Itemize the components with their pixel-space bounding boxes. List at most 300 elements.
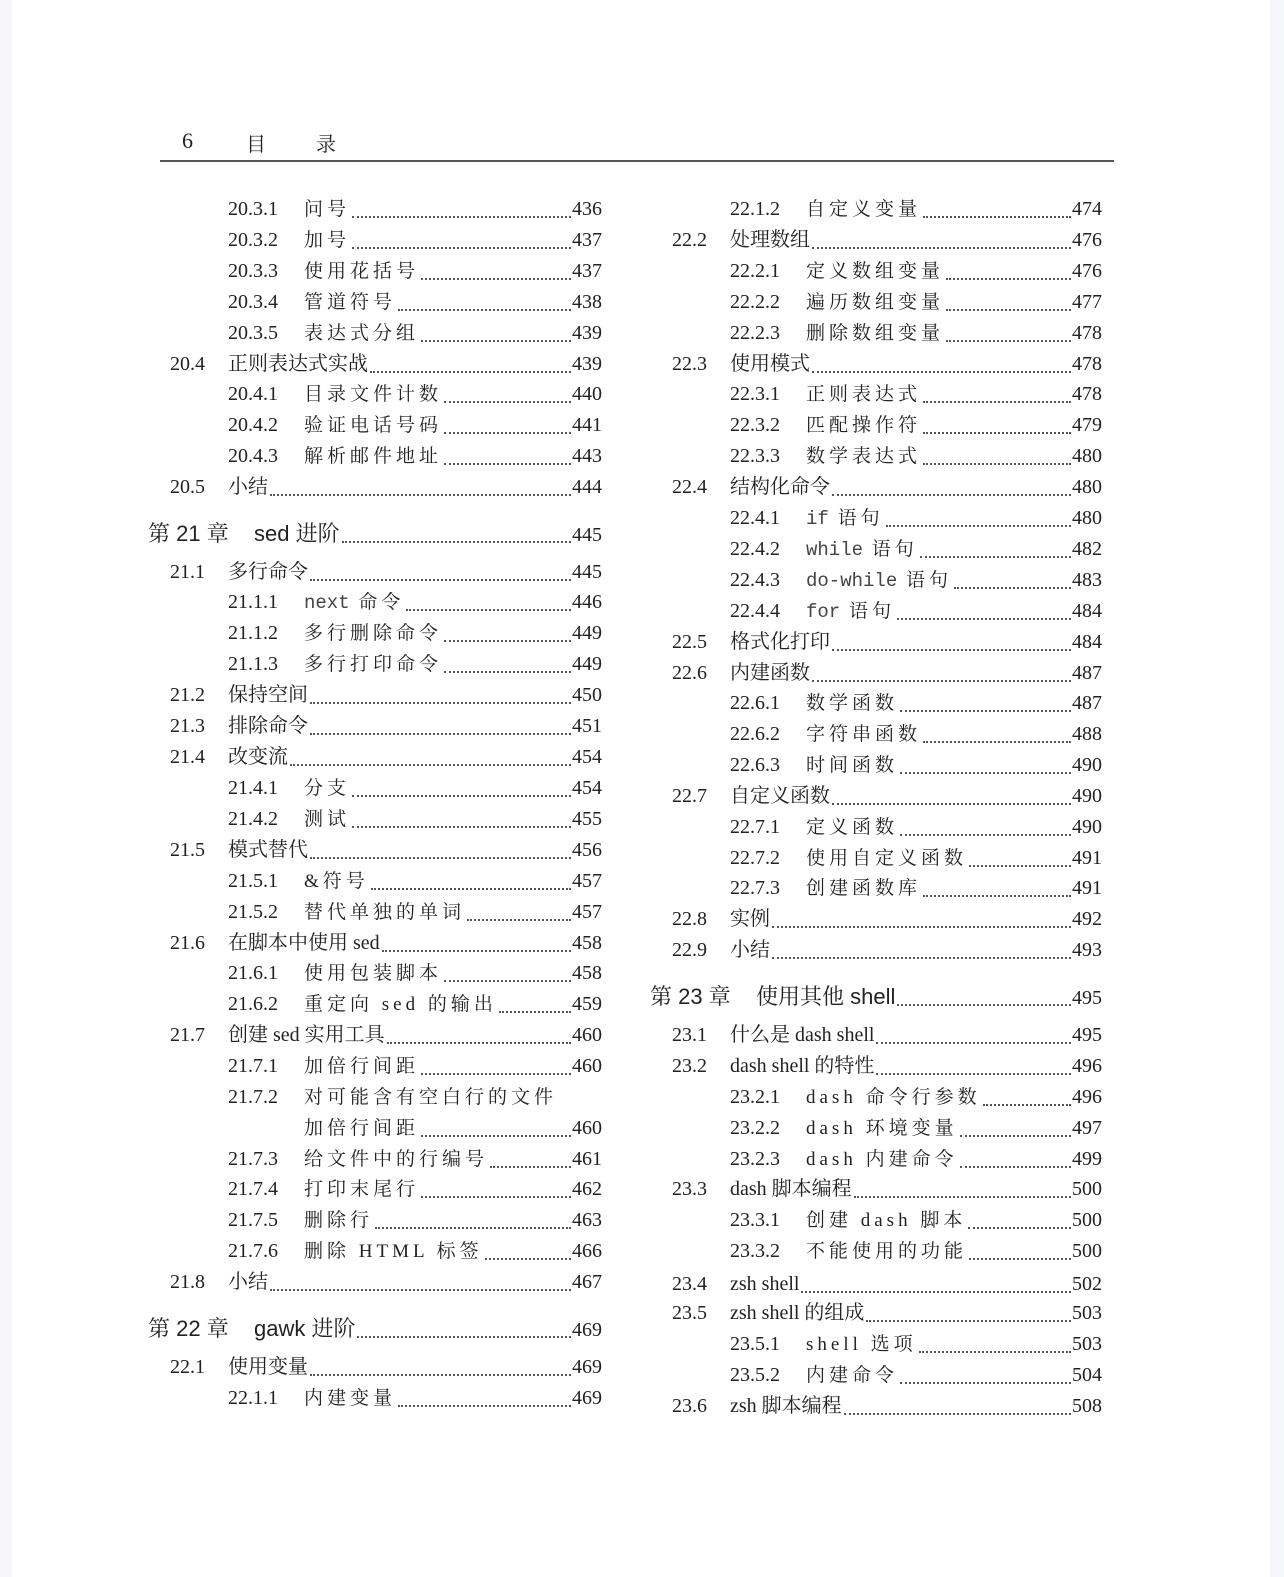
dot-leader bbox=[886, 511, 1071, 527]
dot-leader bbox=[310, 843, 571, 859]
toc-entry-number: 21.7.5 bbox=[228, 1209, 278, 1231]
toc-entry-sub[interactable] bbox=[228, 1114, 602, 1142]
toc-entry-section[interactable] bbox=[672, 1052, 1102, 1080]
toc-entry-sub[interactable] bbox=[228, 1384, 602, 1412]
dot-leader bbox=[923, 418, 1071, 434]
toc-entry-number: 21.6.1 bbox=[228, 962, 278, 984]
toc-entry-sub[interactable] bbox=[730, 1083, 1102, 1111]
toc-entry-title: 问号 bbox=[304, 199, 351, 220]
dot-leader bbox=[897, 990, 1071, 1006]
toc-entry-title: 模式替代 bbox=[228, 839, 308, 861]
toc-entry-page-number: 483 bbox=[1072, 569, 1102, 591]
toc-entry-sub[interactable] bbox=[730, 689, 1102, 717]
toc-entry-page-number: 488 bbox=[1072, 723, 1102, 745]
toc-entry-number: 23.4 bbox=[672, 1273, 707, 1295]
toc-entry-page-number: 480 bbox=[1072, 507, 1102, 529]
toc-entry-section[interactable] bbox=[170, 1021, 602, 1049]
toc-entry-page-number: 495 bbox=[1072, 1024, 1102, 1046]
toc-entry-sub[interactable] bbox=[228, 226, 602, 254]
dot-leader bbox=[490, 1152, 571, 1168]
toc-entry-page-number: 454 bbox=[572, 777, 602, 799]
toc-entry-sub[interactable] bbox=[730, 1206, 1102, 1234]
dot-leader bbox=[866, 1306, 1071, 1322]
dot-leader bbox=[923, 727, 1071, 743]
toc-entry-sub[interactable] bbox=[730, 535, 1102, 563]
dot-leader bbox=[801, 1277, 1071, 1293]
dot-leader bbox=[844, 1399, 1071, 1415]
toc-entry-title: 正则表达式 bbox=[806, 384, 922, 405]
toc-entry-title: 自定义变量 bbox=[806, 199, 922, 220]
toc-entry-number: 22.7.2 bbox=[730, 847, 780, 869]
toc-entry-sub[interactable] bbox=[730, 195, 1102, 223]
dot-leader bbox=[920, 542, 1071, 558]
toc-entry-page-number: 457 bbox=[572, 901, 602, 923]
page-number: 6 bbox=[182, 128, 193, 153]
dot-leader bbox=[946, 264, 1071, 280]
toc-entry-sub[interactable] bbox=[228, 380, 602, 408]
toc-entry-section[interactable] bbox=[170, 681, 602, 709]
toc-entry-sub[interactable] bbox=[730, 319, 1102, 347]
toc-entry-page-number: 503 bbox=[1072, 1302, 1102, 1324]
toc-entry-sub[interactable] bbox=[228, 1206, 602, 1234]
toc-entry-number: 22.3.2 bbox=[730, 414, 780, 436]
dot-leader bbox=[954, 573, 1071, 589]
toc-entry-title: 测试 bbox=[304, 809, 351, 830]
dot-leader bbox=[832, 480, 1071, 496]
toc-entry-section[interactable] bbox=[170, 712, 602, 740]
toc-entry-section[interactable] bbox=[672, 350, 1102, 378]
toc-entry-page-number: 476 bbox=[1072, 260, 1102, 282]
toc-entry-sub[interactable] bbox=[228, 319, 602, 347]
toc-entry-section[interactable] bbox=[672, 782, 1102, 810]
toc-entry-sub[interactable] bbox=[228, 619, 602, 647]
toc-entry-section[interactable] bbox=[672, 1299, 1102, 1327]
toc-entry-sub[interactable] bbox=[730, 1145, 1102, 1173]
toc-entry-page-number: 497 bbox=[1072, 1117, 1102, 1139]
toc-entry-page-number: 449 bbox=[572, 622, 602, 644]
toc-entry-page-number: 450 bbox=[572, 684, 602, 706]
toc-entry-page-number: 492 bbox=[1072, 908, 1102, 930]
toc-entry-title: 内建命令 bbox=[806, 1365, 899, 1386]
dot-leader bbox=[444, 418, 571, 434]
toc-entry-title: 删除行 bbox=[304, 1210, 374, 1231]
toc-entry-section[interactable] bbox=[672, 905, 1102, 933]
dot-leader bbox=[310, 719, 571, 735]
dot-leader bbox=[968, 1213, 1071, 1229]
toc-entry-page-number: 436 bbox=[572, 198, 602, 220]
dot-leader bbox=[406, 595, 571, 611]
toc-entry-sub[interactable] bbox=[228, 195, 602, 223]
dot-leader bbox=[467, 905, 571, 921]
toc-entry-title: 分支 bbox=[304, 778, 351, 799]
toc-entry-title: 创建 sed 实用工具 bbox=[228, 1024, 385, 1046]
toc-entry-section[interactable] bbox=[672, 628, 1102, 656]
toc-entry-page-number: 461 bbox=[572, 1148, 602, 1170]
toc-entry-title: 删除 HTML 标签 bbox=[304, 1241, 483, 1262]
toc-entry-title: 实例 bbox=[730, 908, 770, 930]
toc-entry-number: 21.2 bbox=[170, 684, 205, 706]
toc-entry-number: 22.4.2 bbox=[730, 538, 780, 560]
toc-entry-title: 正则表达式实战 bbox=[228, 353, 368, 375]
dot-leader bbox=[421, 326, 571, 342]
toc-entry-title: 结构化命令 bbox=[730, 476, 830, 498]
toc-entry-sub[interactable] bbox=[228, 867, 602, 895]
dot-leader bbox=[444, 449, 571, 465]
toc-entry-page-number: 469 bbox=[572, 1387, 602, 1409]
toc-entry-number: 21.1.3 bbox=[228, 653, 278, 675]
toc-entry-section[interactable] bbox=[170, 473, 602, 501]
toc-entry-title: 什么是 dash shell bbox=[730, 1024, 875, 1046]
toc-entry-page-number: 439 bbox=[572, 353, 602, 375]
toc-entry-sub[interactable] bbox=[730, 1330, 1102, 1358]
toc-entry-page-number: 454 bbox=[572, 746, 602, 768]
dot-leader bbox=[876, 1059, 1071, 1075]
dot-leader bbox=[960, 1152, 1071, 1168]
toc-entry-sub[interactable] bbox=[730, 813, 1102, 841]
toc-entry-sub[interactable] bbox=[228, 805, 602, 833]
toc-entry-number: 23.3 bbox=[672, 1178, 707, 1200]
toc-entry-page-number: 444 bbox=[572, 476, 602, 498]
toc-entry-title: 格式化打印 bbox=[730, 631, 830, 653]
toc-entry-title: 目录文件计数 bbox=[304, 384, 443, 405]
header-rule bbox=[160, 160, 1114, 162]
toc-entry-sub[interactable] bbox=[228, 288, 602, 316]
dot-leader bbox=[444, 626, 571, 642]
toc-entry-page-number: 462 bbox=[572, 1178, 602, 1200]
toc-entry-sub[interactable] bbox=[228, 1083, 602, 1111]
toc-entry-sub[interactable] bbox=[730, 504, 1102, 532]
dot-leader bbox=[387, 1028, 571, 1044]
dot-leader bbox=[398, 1391, 571, 1407]
toc-entry-number: 21.5.1 bbox=[228, 870, 278, 892]
dot-leader bbox=[485, 1244, 571, 1260]
toc-entry-title: &符号 bbox=[304, 871, 369, 892]
toc-entry-page-number: 480 bbox=[1072, 445, 1102, 467]
toc-entry-number: 21.6 bbox=[170, 932, 205, 954]
toc-entry-title: 创建函数库 bbox=[806, 878, 922, 899]
toc-entry-title: 使用自定义函数 bbox=[806, 848, 968, 869]
toc-entry-sub[interactable] bbox=[228, 588, 602, 616]
toc-entry-number: 21.4.1 bbox=[228, 777, 278, 799]
toc-entry-sub[interactable] bbox=[730, 257, 1102, 285]
toc-entry-title: 给文件中的行编号 bbox=[304, 1149, 489, 1170]
toc-entry-sub[interactable] bbox=[228, 1145, 602, 1173]
toc-entry-number: 22.4 bbox=[672, 476, 707, 498]
toc-entry-section[interactable] bbox=[170, 350, 602, 378]
toc-entry-section[interactable] bbox=[672, 1175, 1102, 1203]
toc-entry-title: 内建函数 bbox=[730, 662, 810, 684]
dot-leader bbox=[919, 1337, 1071, 1353]
toc-entry-number: 22.3.3 bbox=[730, 445, 780, 467]
toc-entry-page-number: 502 bbox=[1072, 1273, 1102, 1295]
toc-entry-section[interactable] bbox=[672, 226, 1102, 254]
dot-leader bbox=[812, 357, 1071, 373]
toc-entry-sub[interactable] bbox=[730, 874, 1102, 902]
toc-entry-number: 21.4 bbox=[170, 746, 205, 768]
dot-leader bbox=[444, 387, 571, 403]
toc-entry-page-number: 496 bbox=[1072, 1086, 1102, 1108]
toc-entry-section[interactable] bbox=[672, 1270, 1102, 1298]
toc-entry-sub[interactable] bbox=[730, 1237, 1102, 1265]
toc-entry-title: 定义数组变量 bbox=[806, 261, 945, 282]
toc-entry-page-number: 491 bbox=[1072, 847, 1102, 869]
dot-leader bbox=[772, 943, 1071, 959]
toc-entry-title: 多行打印命令 bbox=[304, 654, 443, 675]
toc-entry-sub[interactable] bbox=[730, 380, 1102, 408]
dot-leader bbox=[270, 480, 571, 496]
toc-entry-number: 20.5 bbox=[170, 476, 205, 498]
toc-entry-title-text: 语句 bbox=[871, 539, 918, 560]
toc-entry-title: zsh shell 的组成 bbox=[730, 1302, 865, 1324]
dot-leader bbox=[310, 1360, 571, 1376]
toc-entry-page-number: 437 bbox=[572, 260, 602, 282]
toc-entry-sub[interactable] bbox=[730, 751, 1102, 779]
toc-entry-number: 第 23 章 bbox=[650, 984, 731, 1009]
toc-entry-sub[interactable] bbox=[730, 1361, 1102, 1389]
toc-entry-sub[interactable] bbox=[730, 442, 1102, 470]
dot-leader bbox=[370, 357, 571, 373]
dot-leader bbox=[772, 912, 1071, 928]
toc-entry-title: 加倍行间距 bbox=[304, 1056, 420, 1077]
toc-entry-number: 23.2.3 bbox=[730, 1148, 780, 1170]
toc-entry-number: 21.3 bbox=[170, 715, 205, 737]
toc-entry-page-number: 463 bbox=[572, 1209, 602, 1231]
toc-entry-section[interactable] bbox=[672, 659, 1102, 687]
toc-entry-page-number: 457 bbox=[572, 870, 602, 892]
dot-leader bbox=[812, 233, 1071, 249]
toc-entry-chapter[interactable] bbox=[650, 981, 1102, 1013]
dot-leader bbox=[923, 387, 1071, 403]
toc-entry-page-number: 504 bbox=[1072, 1364, 1102, 1386]
toc-entry-number: 22.6.1 bbox=[730, 692, 780, 714]
toc-entry-chapter[interactable] bbox=[148, 1313, 602, 1345]
toc-entry-title: 重定向 sed 的输出 bbox=[304, 994, 497, 1015]
toc-entry-title: 加倍行间距 bbox=[304, 1118, 420, 1139]
toc-entry-number: 23.3.1 bbox=[730, 1209, 780, 1231]
toc-entry-page-number: 487 bbox=[1072, 692, 1102, 714]
toc-entry-page-number: 445 bbox=[572, 561, 602, 583]
dot-leader bbox=[983, 1090, 1071, 1106]
toc-entry-section[interactable] bbox=[170, 743, 602, 771]
toc-entry-number: 22.3 bbox=[672, 353, 707, 375]
toc-entry-title: 内建变量 bbox=[304, 1388, 397, 1409]
toc-entry-page-number: 460 bbox=[572, 1117, 602, 1139]
dot-leader bbox=[310, 565, 571, 581]
header-title-char-1: 目 bbox=[246, 134, 266, 156]
toc-entry-section[interactable] bbox=[672, 473, 1102, 501]
toc-entry-page-number: 478 bbox=[1072, 322, 1102, 344]
toc-entry-page-number: 474 bbox=[1072, 198, 1102, 220]
toc-entry-sub[interactable] bbox=[730, 566, 1102, 594]
toc-entry-number: 21.7.1 bbox=[228, 1055, 278, 1077]
toc-entry-sub[interactable] bbox=[228, 1175, 602, 1203]
toc-entry-sub[interactable] bbox=[730, 1114, 1102, 1142]
toc-entry-sub[interactable] bbox=[228, 959, 602, 987]
toc-entry-sub[interactable] bbox=[228, 442, 602, 470]
dot-leader bbox=[270, 1275, 571, 1291]
toc-entry-number: 22.3.1 bbox=[730, 383, 780, 405]
toc-entry-number: 20.3.1 bbox=[228, 198, 278, 220]
toc-entry-sub[interactable] bbox=[228, 1237, 602, 1265]
toc-entry-page-number: 479 bbox=[1072, 414, 1102, 436]
toc-entry-title: 匹配操作符 bbox=[806, 415, 922, 436]
toc-entry-title bbox=[806, 598, 897, 626]
toc-entry-number: 21.5 bbox=[170, 839, 205, 861]
toc-entry-number: 22.4.3 bbox=[730, 569, 780, 591]
toc-entry-page-number: 500 bbox=[1072, 1178, 1102, 1200]
toc-entry-page-number: 499 bbox=[1072, 1148, 1102, 1170]
toc-entry-number: 21.1 bbox=[170, 561, 205, 583]
toc-entry-sub[interactable] bbox=[228, 257, 602, 285]
toc-entry-title: 删除数组变量 bbox=[806, 323, 945, 344]
toc-entry-number: 21.7.3 bbox=[228, 1148, 278, 1170]
toc-entry-page-number: 484 bbox=[1072, 600, 1102, 622]
dot-leader bbox=[421, 1182, 571, 1198]
dot-leader bbox=[421, 1059, 571, 1075]
toc-entry-page-number: 446 bbox=[572, 591, 602, 613]
dot-leader bbox=[290, 750, 571, 766]
toc-entry-sub[interactable] bbox=[730, 597, 1102, 625]
toc-entry-number: 20.4.3 bbox=[228, 445, 278, 467]
toc-entry-page-number: 490 bbox=[1072, 816, 1102, 838]
toc-entry-code-keyword: next bbox=[304, 592, 350, 614]
toc-entry-code-keyword: do-while bbox=[806, 570, 898, 592]
toc-entry-section[interactable] bbox=[672, 1021, 1102, 1049]
toc-entry-title: gawk 进阶 bbox=[254, 1316, 356, 1341]
dot-leader bbox=[960, 1121, 1071, 1137]
toc-entry-title: 使用花括号 bbox=[304, 261, 420, 282]
toc-entry-page-number: 443 bbox=[572, 445, 602, 467]
toc-entry-number: 20.4 bbox=[170, 353, 205, 375]
toc-entry-number: 20.3.4 bbox=[228, 291, 278, 313]
toc-entry-page-number: 508 bbox=[1072, 1395, 1102, 1417]
toc-entry-number: 23.5 bbox=[672, 1302, 707, 1324]
toc-entry-page-number: 451 bbox=[572, 715, 602, 737]
dot-leader bbox=[969, 1244, 1071, 1260]
toc-entry-title: 使用模式 bbox=[730, 353, 810, 375]
toc-entry-title: 多行命令 bbox=[228, 561, 308, 583]
toc-entry-page-number: 480 bbox=[1072, 476, 1102, 498]
toc-entry-page-number: 455 bbox=[572, 808, 602, 830]
toc-entry-title: dash 脚本编程 bbox=[730, 1178, 852, 1200]
dot-leader bbox=[352, 781, 571, 797]
toc-entry-page-number: 496 bbox=[1072, 1055, 1102, 1077]
toc-entry-number: 23.2 bbox=[672, 1055, 707, 1077]
toc-entry-title-text: 语句 bbox=[905, 570, 952, 591]
dot-leader bbox=[375, 1213, 571, 1229]
toc-entry-title: 验证电话号码 bbox=[304, 415, 443, 436]
dot-leader bbox=[854, 1182, 1071, 1198]
toc-entry-title bbox=[806, 536, 920, 564]
toc-entry-sub[interactable] bbox=[228, 990, 602, 1018]
toc-entry-page-number: 456 bbox=[572, 839, 602, 861]
toc-entry-section[interactable] bbox=[672, 936, 1102, 964]
dot-leader bbox=[900, 758, 1071, 774]
toc-entry-section[interactable] bbox=[170, 1353, 602, 1381]
toc-entry-title: dash 内建命令 bbox=[806, 1149, 958, 1170]
toc-entry-sub[interactable] bbox=[730, 411, 1102, 439]
dot-leader bbox=[382, 936, 571, 952]
toc-entry-sub[interactable] bbox=[730, 720, 1102, 748]
toc-entry-sub[interactable] bbox=[730, 288, 1102, 316]
dot-leader bbox=[352, 202, 571, 218]
toc-entry-title: 数学表达式 bbox=[806, 446, 922, 467]
toc-entry-chapter[interactable] bbox=[148, 518, 602, 550]
toc-entry-number: 22.2.1 bbox=[730, 260, 780, 282]
toc-entry-sub[interactable] bbox=[228, 774, 602, 802]
dot-leader bbox=[923, 449, 1071, 465]
toc-entry-page-number: 440 bbox=[572, 383, 602, 405]
toc-entry-title: shell 选项 bbox=[806, 1334, 917, 1355]
toc-entry-number: 22.6 bbox=[672, 662, 707, 684]
toc-entry-sub[interactable] bbox=[228, 898, 602, 926]
toc-entry-sub[interactable] bbox=[228, 650, 602, 678]
dot-leader bbox=[398, 295, 571, 311]
toc-entry-page-number: 491 bbox=[1072, 877, 1102, 899]
toc-entry-number: 23.3.2 bbox=[730, 1240, 780, 1262]
toc-entry-number: 21.7.2 bbox=[228, 1086, 278, 1108]
toc-entry-code-keyword: if bbox=[806, 508, 829, 530]
toc-entry-section[interactable] bbox=[170, 558, 602, 586]
toc-entry-title: 保持空间 bbox=[228, 684, 308, 706]
toc-entry-page-number: 460 bbox=[572, 1024, 602, 1046]
toc-entry-title: zsh shell bbox=[730, 1273, 800, 1295]
toc-entry-title: 小结 bbox=[730, 939, 770, 961]
toc-entry-number: 22.2.2 bbox=[730, 291, 780, 313]
header-title-char-2: 录 bbox=[316, 134, 336, 156]
toc-entry-title: 定义函数 bbox=[806, 817, 899, 838]
toc-entry-page-number: 469 bbox=[572, 1319, 602, 1341]
toc-entry-title bbox=[806, 567, 954, 595]
toc-entry-title: 数学函数 bbox=[806, 693, 899, 714]
toc-entry-sub[interactable] bbox=[730, 844, 1102, 872]
dot-leader bbox=[900, 1368, 1071, 1384]
toc-entry-section[interactable] bbox=[170, 929, 602, 957]
toc-entry-page-number: 495 bbox=[1072, 987, 1102, 1009]
toc-entry-title: 加号 bbox=[304, 230, 351, 251]
toc-entry-number: 22.8 bbox=[672, 908, 707, 930]
toc-entry-page-number: 441 bbox=[572, 414, 602, 436]
toc-entry-page-number: 500 bbox=[1072, 1209, 1102, 1231]
toc-entry-page-number: 460 bbox=[572, 1055, 602, 1077]
toc-entry-sub[interactable] bbox=[228, 411, 602, 439]
toc-entry-page-number: 484 bbox=[1072, 631, 1102, 653]
toc-entry-sub[interactable] bbox=[228, 1052, 602, 1080]
dot-leader bbox=[310, 688, 571, 704]
toc-entry-title: 使用其他 shell bbox=[756, 984, 896, 1009]
toc-entry-page-number: 503 bbox=[1072, 1333, 1102, 1355]
toc-entry-page-number: 487 bbox=[1072, 662, 1102, 684]
toc-entry-section[interactable] bbox=[170, 1268, 602, 1296]
dot-leader bbox=[969, 851, 1071, 867]
toc-entry-title: 字符串函数 bbox=[806, 724, 922, 745]
toc-entry-number: 21.7 bbox=[170, 1024, 205, 1046]
toc-entry-title: 多行删除命令 bbox=[304, 623, 443, 644]
toc-entry-number: 21.1.1 bbox=[228, 591, 278, 613]
toc-entry-section[interactable] bbox=[672, 1392, 1102, 1420]
toc-entry-page-number: 478 bbox=[1072, 383, 1102, 405]
toc-entry-title: 时间函数 bbox=[806, 755, 899, 776]
toc-entry-section[interactable] bbox=[170, 836, 602, 864]
toc-entry-number: 20.3.3 bbox=[228, 260, 278, 282]
toc-entry-page-number: 490 bbox=[1072, 785, 1102, 807]
toc-entry-title: dash 环境变量 bbox=[806, 1118, 958, 1139]
toc-entry-number: 21.1.2 bbox=[228, 622, 278, 644]
dot-leader bbox=[352, 233, 571, 249]
toc-entry-number: 20.3.5 bbox=[228, 322, 278, 344]
toc-entry-number: 21.7.4 bbox=[228, 1178, 278, 1200]
toc-entry-title: 管道符号 bbox=[304, 292, 397, 313]
